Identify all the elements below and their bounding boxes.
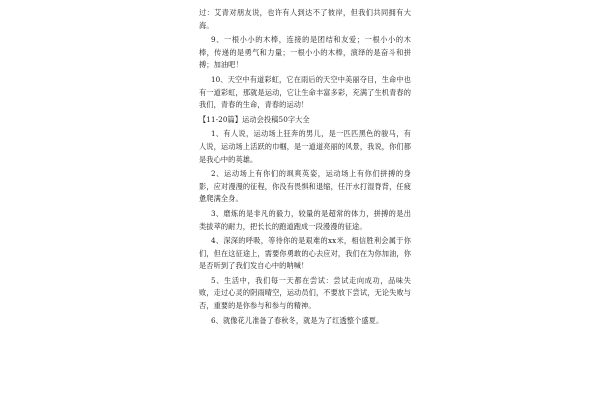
section-title: 【11-20篇】运动会投稿50字大全 (199, 114, 310, 124)
paragraph-item-3: 3、磨炼的是非凡的毅力，较量的是超常的体力，拼搏的是出类拔萃的耐力，把长长的跑道跑成一段漫漫的征途。 (199, 208, 411, 231)
paragraph-item-9: 9、一根小小的木棒，连接的是团结和友爱；一根小小的木棒，传递的是勇气和力量；一根小小的木棒，演绎的是奋斗和拼搏；加油吧！ (199, 35, 411, 70)
paragraph-item-10: 10、天空中有道彩虹，它在雨后的天空中美丽夺目，生命中也有一道彩虹，那就是运动，它让生命丰富多彩，充满了生机青春的我们，青春的生命，青春的运动！ (199, 74, 411, 110)
paragraph-item-5: 5、生活中，我们每一天都在尝试：尝试走向成功，品味失败，走过心灵的阴雨晴空，运动员们，不要放下尝试，无论失败与否，重要的是你参与和参与的精神。 (199, 275, 411, 311)
paragraph-item-1: 1、有人说，运动场上狂奔的男儿，是一匹匹黑色的骏马，有人说，运动场上活跃的巾帼，是一道道亮丽的风景，我说，你们都是我心中的英雄。 (199, 129, 411, 164)
paragraph-item-6: 6、就像花儿准备了春秋冬，就是为了红透整个盛夏。 (211, 315, 384, 325)
paragraph-item-2: 2、运动场上有你们的飒爽英姿，运动场上有你们拼搏的身影，应对漫漫的征程，你没有畏惧和退缩，任汗水打湿脊背，任疲惫爬满全身。 (199, 169, 411, 204)
paragraph-item-4: 4、深深的呼吸，等待你的是艰难的xx米，相信胜利会属于你们，但在这征途上，需要你勇敢的心去应对，我们在为你加油，你是否听到了我们发自心中的呐喊！ (199, 236, 411, 271)
document-body (199, 7, 411, 329)
paragraph-continuation: 过：艾青对朋友说，也许有人到达不了彼岸，但我们共同拥有大海。 (199, 8, 411, 30)
